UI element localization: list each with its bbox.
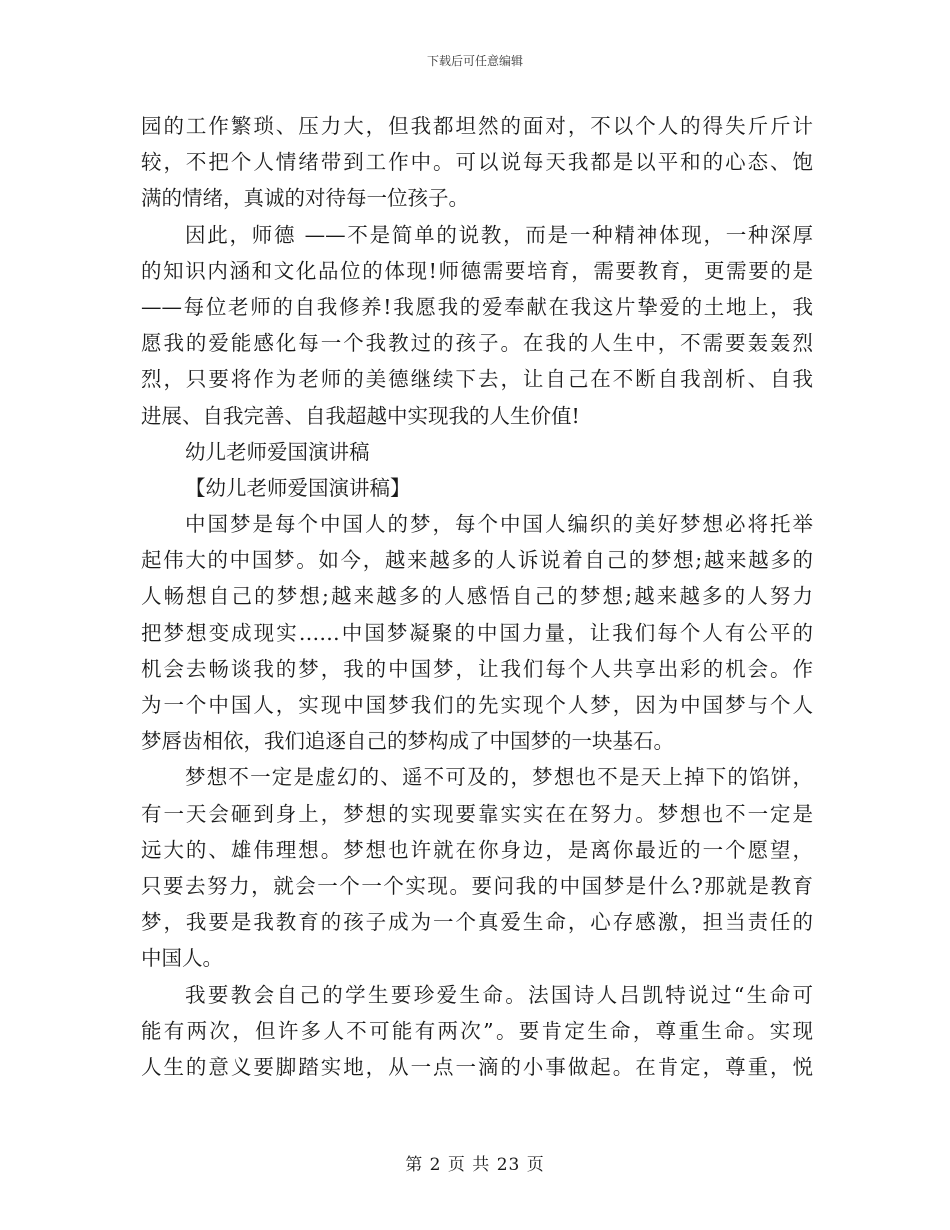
text-line: 为一个中国人，实现中国梦我们的先实现个人梦，因为中国梦与个人 <box>141 693 813 717</box>
text-line: 中国梦是每个中国人的梦，每个中国人编织的美好梦想必将托举 <box>185 512 813 537</box>
text-line: 较，不把个人情绪带到工作中。可以说每天我都是以平和的心态、饱 <box>141 150 813 175</box>
text-line: 愿我的爱能感化每一个我教过的孩子。在我的人生中，不需要轰轰烈 <box>141 331 813 356</box>
text-line: 梦，我要是我教育的孩子成为一个真爱生命，心存感激，担当责任的 <box>141 910 813 935</box>
paragraph <box>141 108 813 217</box>
text-line: 有一天会砸到身上，梦想的实现要靠实实在在努力。梦想也不一定是 <box>141 801 813 826</box>
section-subtitle <box>141 470 813 506</box>
text-line: 进展、自我完善、自我超越中实现我的人生价值! <box>141 403 580 428</box>
subtitle-line: 【幼儿老师爱国演讲稿】 <box>185 475 411 500</box>
document-body <box>141 108 813 1085</box>
text-line: 中国人。 <box>141 946 223 971</box>
paragraph <box>141 759 813 976</box>
paragraph <box>141 977 813 1086</box>
text-line: 梦唇齿相依，我们追逐自己的梦构成了中国梦的一块基石。 <box>141 729 674 754</box>
text-line: 能有两次，但许多人不可能有两次”。要肯定生命，尊重生命。实现 <box>141 1018 813 1043</box>
text-line: 人畅想自己的梦想;越来越多的人感悟自己的梦想;越来越多的人努力 <box>141 584 813 609</box>
page-header: 下载后可任意编辑 <box>426 54 523 68</box>
text-line: 机会去畅谈我的梦，我的中国梦，让我们每个人共享出彩的机会。作 <box>141 656 813 681</box>
text-line: 人生的意义要脚踏实地，从一点一滴的小事做起。在肯定，尊重，悦 <box>141 1054 813 1079</box>
text-line: 把梦想变成现实……中国梦凝聚的中国力量，让我们每个人有公平的 <box>141 620 813 645</box>
text-line: 因此，师德 ——不是简单的说教，而是一种精神体现，一种深厚 <box>185 222 813 247</box>
text-line: 烈，只要将作为老师的美德继续下去，让自己在不断自我剖析、自我 <box>141 367 813 392</box>
text-line: 梦想不一定是虚幻的、遥不可及的，梦想也不是天上掉下的馅饼， <box>185 765 813 790</box>
text-line: ——每位老师的自我修养!我愿我的爱奉献在我这片挚爱的土地上，我 <box>141 294 813 319</box>
title-line: 幼儿老师爱国演讲稿 <box>185 439 370 464</box>
text-line: 只要去努力，就会一个一个实现。要问我的中国梦是什么?那就是教育 <box>141 873 813 898</box>
text-line: 满的情绪，真诚的对待每一位孩子。 <box>141 186 469 211</box>
page-number: 第 2 页 共 23 页 <box>405 1155 545 1175</box>
paragraph <box>141 217 813 434</box>
paragraph <box>141 506 813 759</box>
text-line: 起伟大的中国梦。如今，越来越多的人诉说着自己的梦想;越来越多的 <box>141 548 813 573</box>
text-line: 我要教会自己的学生要珍爱生命。法国诗人吕凯特说过“生命可 <box>185 982 813 1007</box>
text-line: 的知识内涵和文化品位的体现!师德需要培育，需要教育，更需要的是 <box>141 258 813 283</box>
text-line: 远大的、雄伟理想。梦想也许就在你身边，是离你最近的一个愿望， <box>141 837 813 862</box>
text-line: 园的工作繁琐、压力大，但我都坦然的面对，不以个人的得失斤斤计 <box>141 114 813 138</box>
section-title <box>141 434 813 470</box>
